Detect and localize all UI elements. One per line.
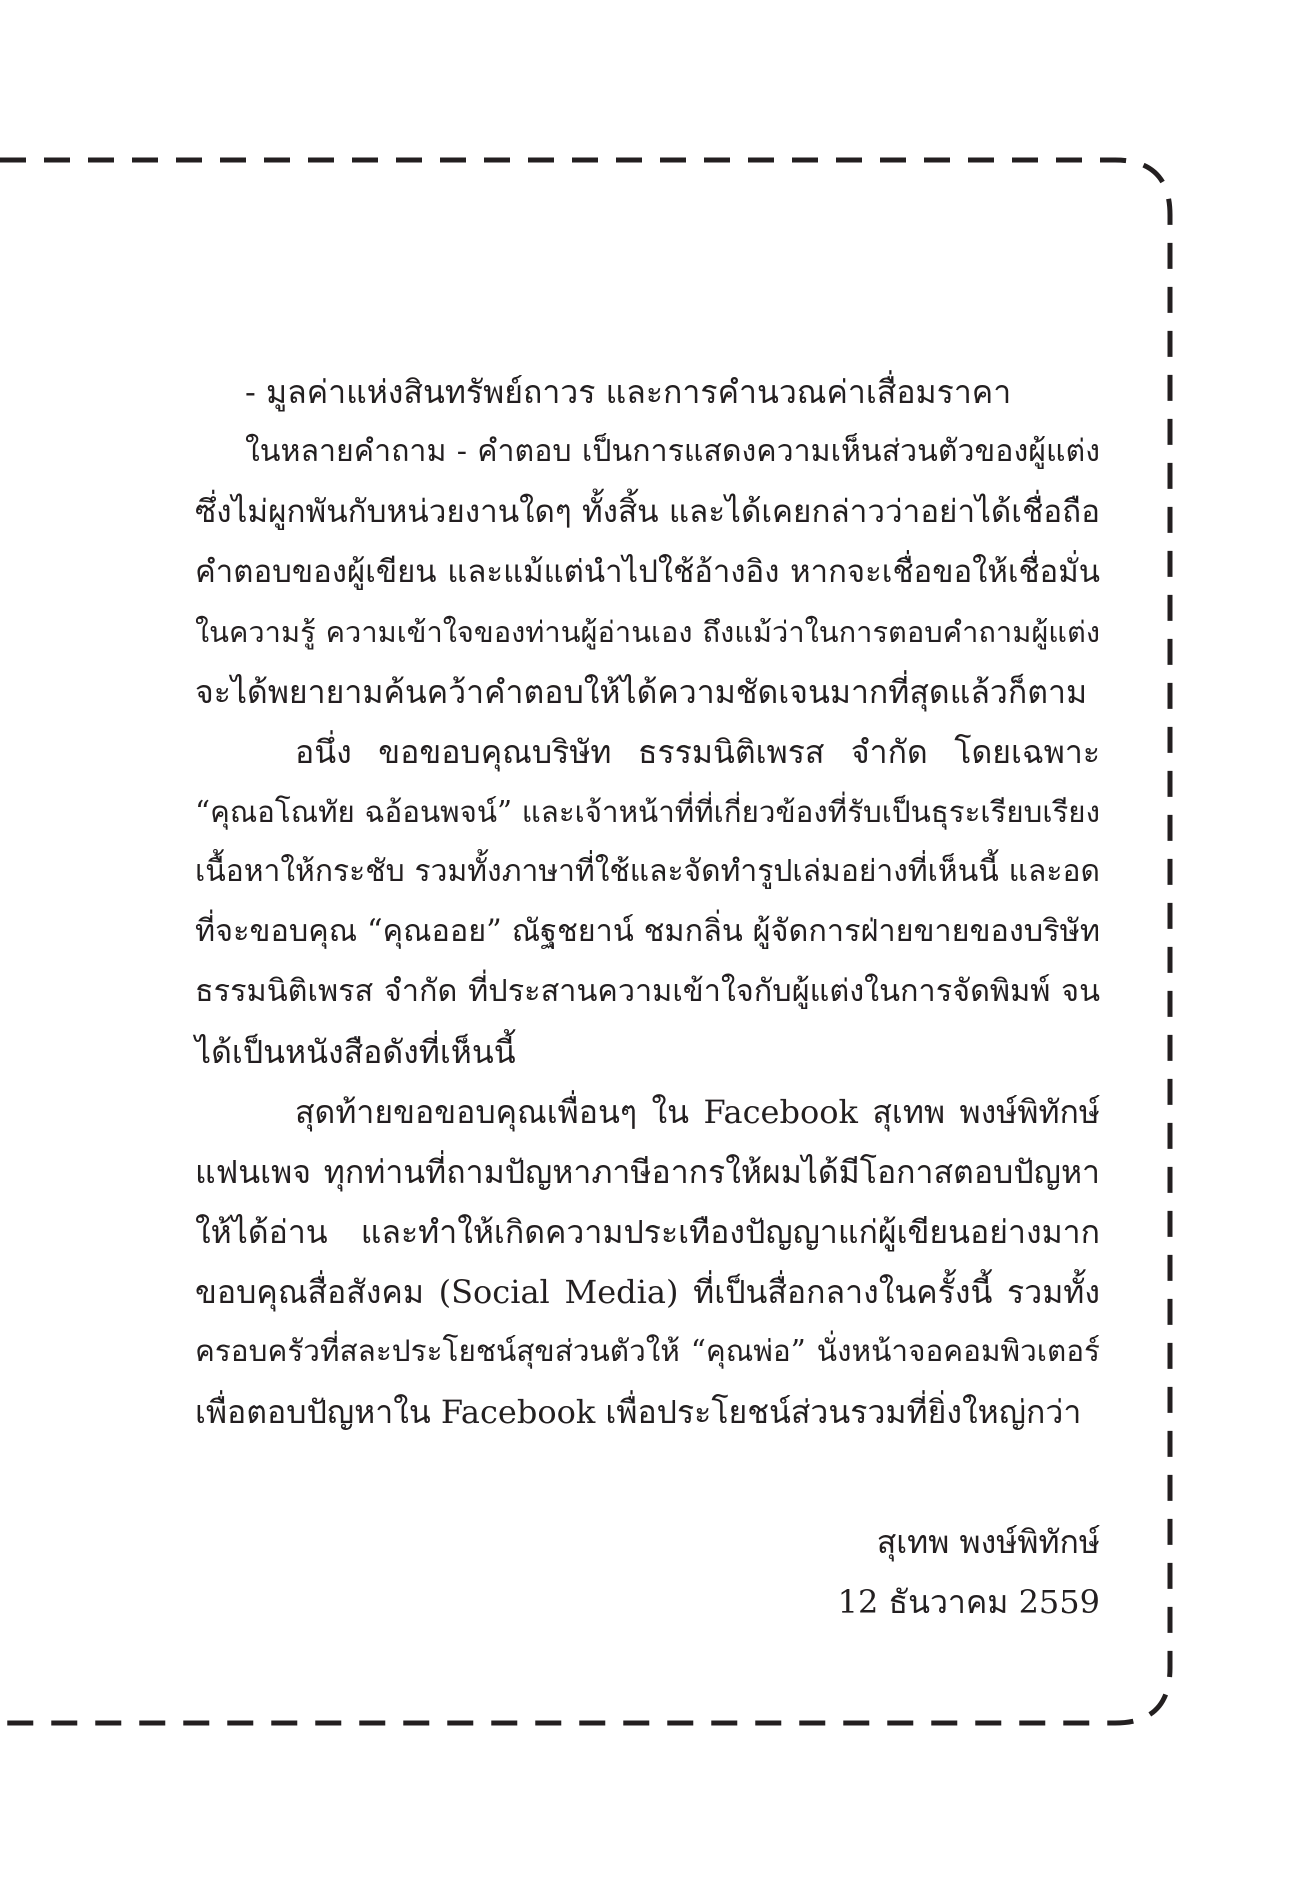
text-line: ในหลายคำถาม - คำตอบ เป็นการแสดงความเห็นส่วนตัวของผู้แต่ง [245, 434, 1100, 469]
text-line: เนื้อหาให้กระชับ รวมทั้งภาษาที่ใช้และจัดทำรูปเล่มอย่างที่เห็นนี้ และอด [195, 854, 1100, 889]
text-line: ให้ได้อ่าน และทำให้เกิดความประเทืองปัญญาแก่ผู้เขียนอย่างมาก [195, 1213, 1100, 1251]
main-text [195, 362, 1100, 1442]
text-line: ธรรมนิติเพรส จำกัด ที่ประสานความเข้าใจกับผู้แต่งในการจัดพิมพ์ จน [195, 974, 1100, 1009]
text-line: แฟนเพจ ทุกท่านที่ถามปัญหาภาษีอากรให้ผมได้มีโอกาสตอบปัญหา [195, 1153, 1100, 1191]
text-line: ขอบคุณสื่อสังคม (Social Media) ที่เป็นสื่อกลางในครั้งนี้ รวมทั้ง [195, 1273, 1100, 1311]
text-line: ซึ่งไม่ผูกพันกับหน่วยงานใดๆ ทั้งสิ้น และได้เคยกล่าวว่าอย่าได้เชื่อถือ [195, 494, 1100, 530]
text-line: สุดท้ายขอขอบคุณเพื่อนๆ ใน Facebook สุเทพ พงษ์พิทักษ์ [295, 1093, 1100, 1131]
author-name: สุเทพ พงษ์พิทักษ์ [876, 1523, 1100, 1561]
text-line: อนึ่ง ขอขอบคุณบริษัท ธรรมนิติเพรส จำกัด โดยเฉพาะ [295, 733, 1100, 771]
text-line-bullet: - มูลค่าแห่งสินทรัพย์ถาวร และการคำนวณค่าเสื่อมราคา [245, 373, 1012, 411]
text-line: จะได้พยายามค้นคว้าคำตอบให้ได้ความชัดเจนมากที่สุดแล้วก็ตาม [195, 673, 1088, 711]
text-line: เพื่อตอบปัญหาใน Facebook เพื่อประโยชน์ส่วนรวมที่ยิ่งใหญ่กว่า [195, 1393, 1082, 1431]
text-line: ในความรู้ ความเข้าใจของท่านผู้อ่านเอง ถึงแม้ว่าในการตอบคำถามผู้แต่ง [195, 615, 1100, 649]
text-line: ที่จะขอบคุณ “คุณออย” ณัฐชยาน์ ชมกลิ่น ผู้จัดการฝ่ายขายของบริษัท [195, 914, 1100, 949]
text-line: ได้เป็นหนังสือดังที่เห็นนี้ [195, 1033, 516, 1071]
text-line: “คุณอโณทัย ฉอ้อนพจน์” และเจ้าหน้าที่ที่เกี่ยวข้องที่รับเป็นธุระเรียบเรียง [195, 795, 1100, 829]
signature-date: 12 ธันวาคม 2559 [837, 1583, 1100, 1621]
text-line: ครอบครัวที่สละประโยชน์สุขส่วนตัวให้ “คุณพ่อ” นั่งหน้าจอคอมพิวเตอร์ [195, 1334, 1100, 1369]
text-line: คำตอบของผู้เขียน และแม้แต่นำไปใช้อ้างอิง หากจะเชื่อขอให้เชื่อมั่น [195, 554, 1100, 590]
signature-block [838, 1512, 1100, 1632]
